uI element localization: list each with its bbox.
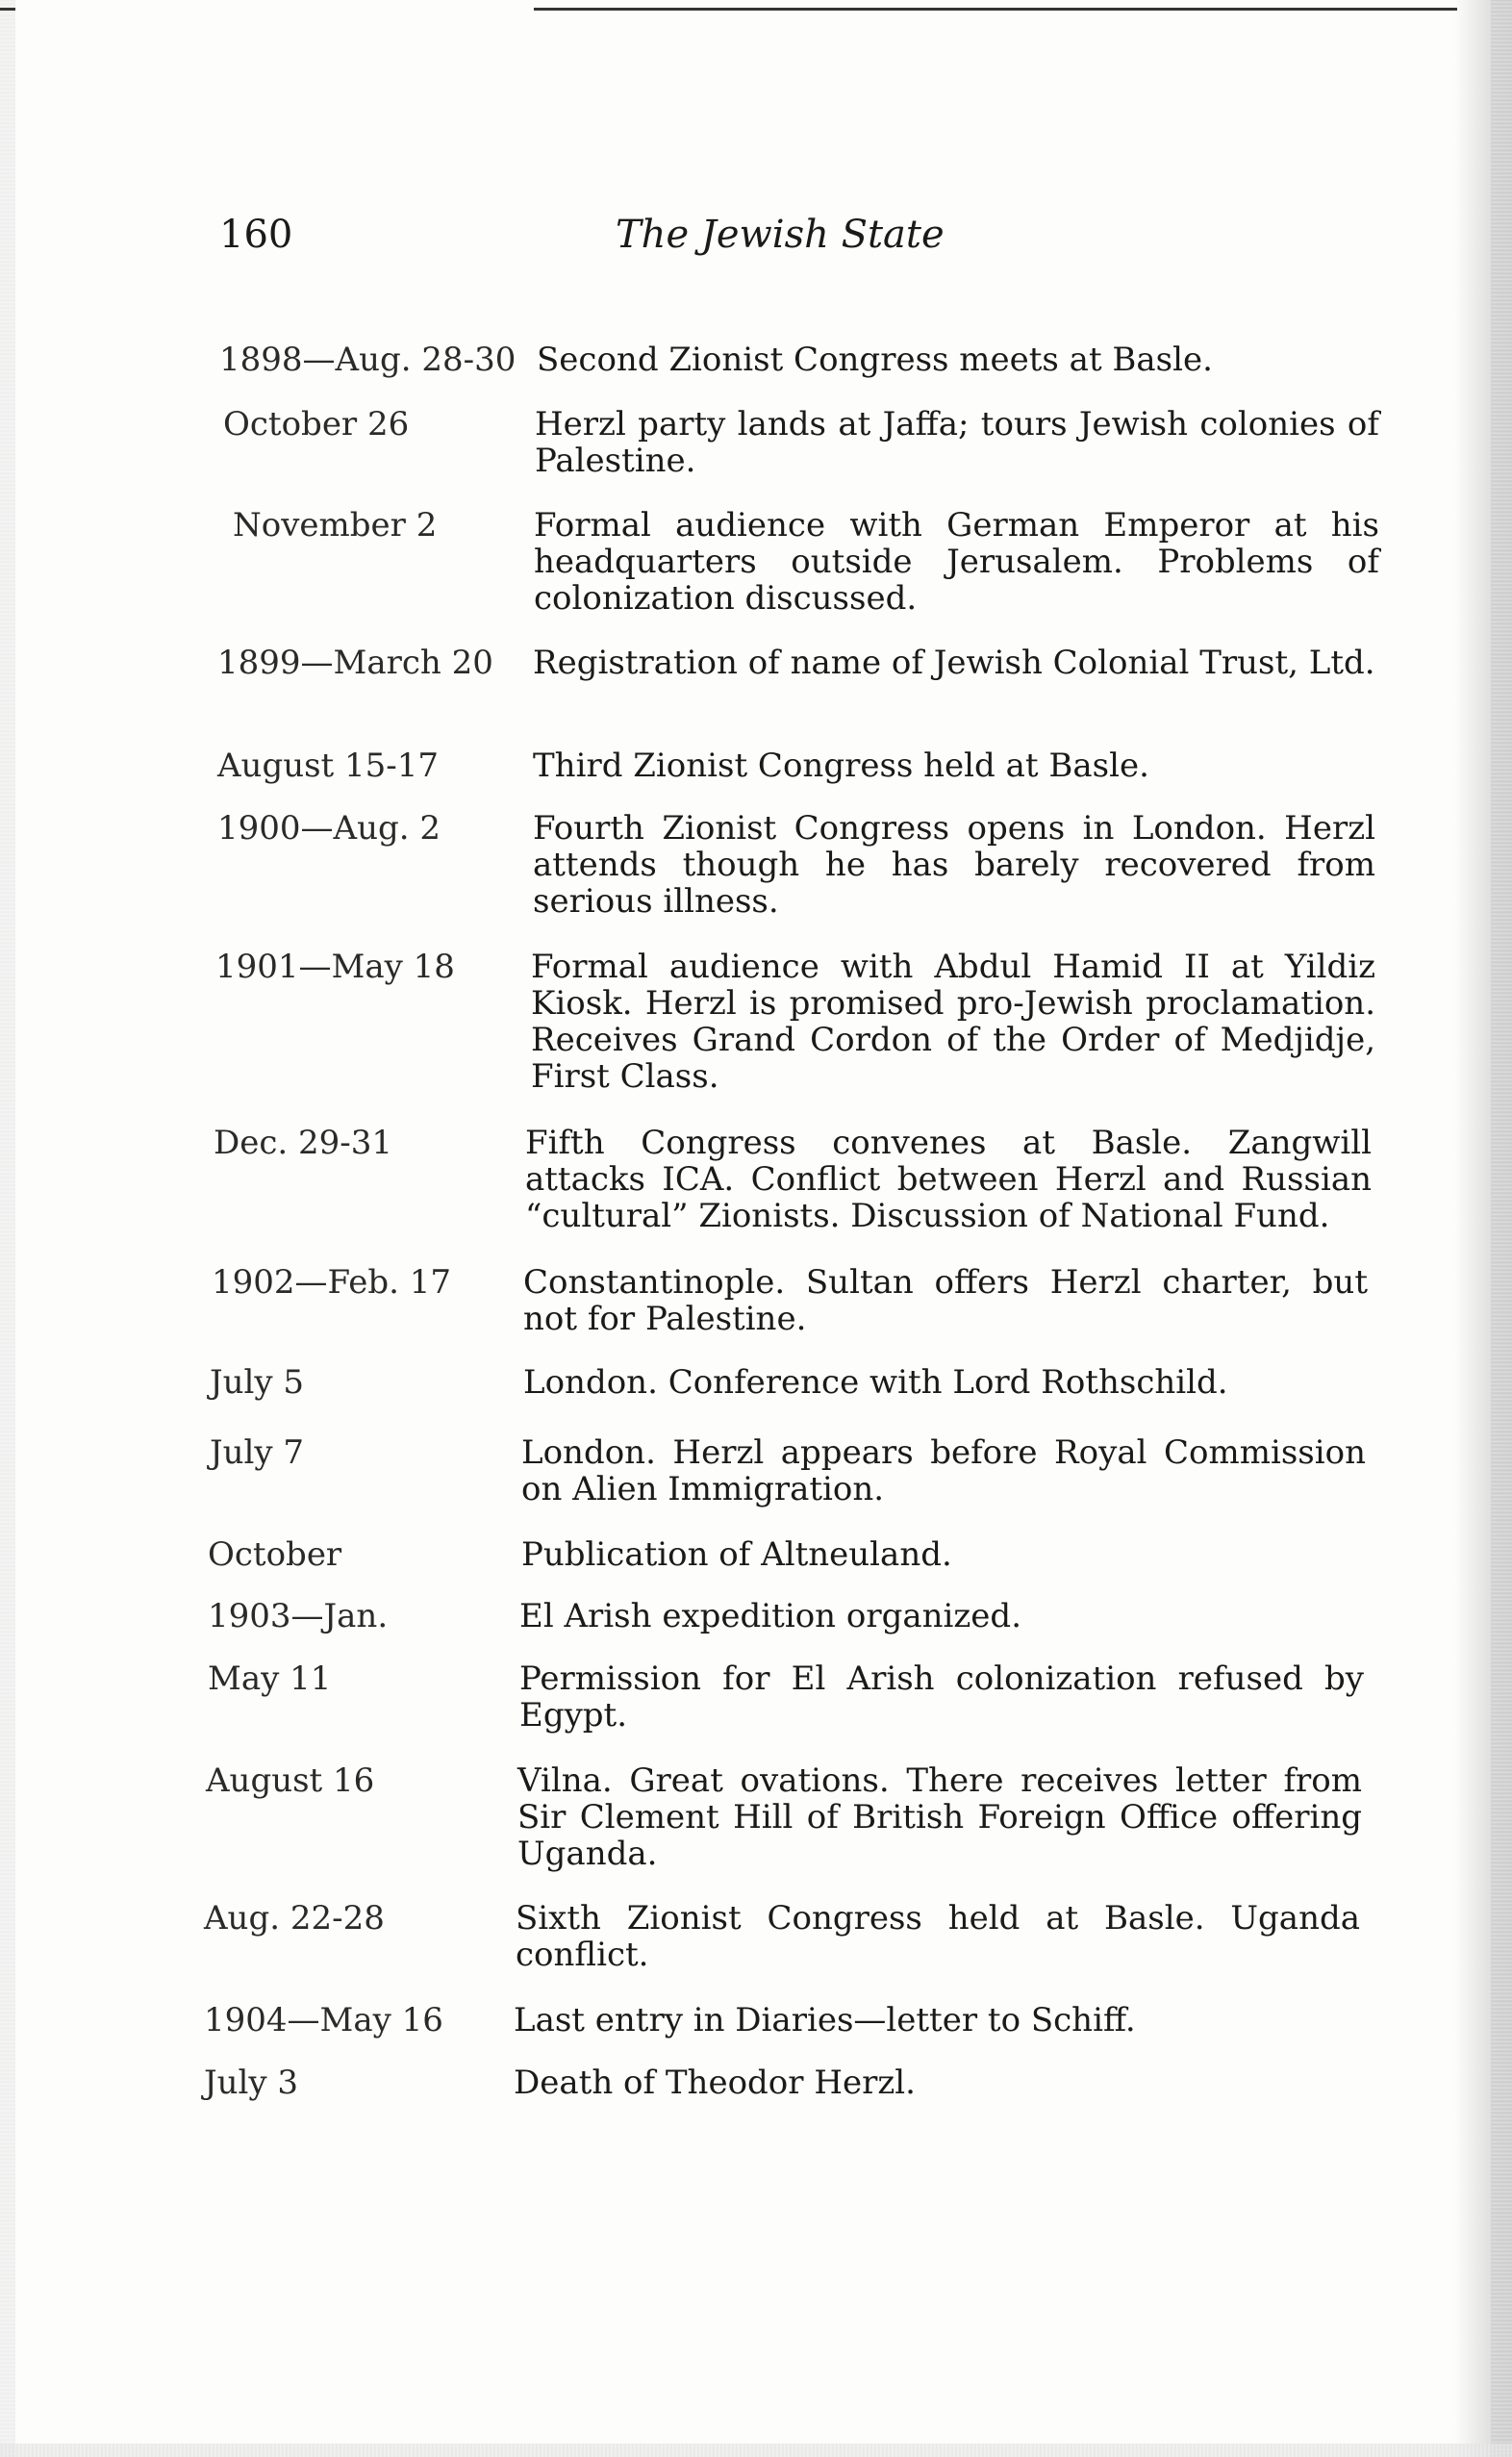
entry-text: Vilna. Great ovations. There receives letter from Sir Clement Hill of British Foreign Office offering Uganda.: [517, 1761, 1362, 1873]
entry-date: May 11: [208, 1659, 332, 1698]
entry-date: August 16: [206, 1761, 375, 1800]
entry-date: November 2: [233, 506, 438, 545]
entry-date: July 5: [210, 1363, 305, 1402]
entry-text: Sixth Zionist Congress held at Basle. Uganda conflict.: [516, 1899, 1360, 1974]
entry-date: July 7: [210, 1433, 305, 1472]
entry-text: Herzl party lands at Jaffa; tours Jewish colonies of Palestine.: [535, 405, 1379, 480]
entry-date: Aug. 22-28: [204, 1899, 385, 1938]
entry-text: London. Herzl appears before Royal Commission on Alien Immigration.: [521, 1433, 1366, 1508]
entry-date: 1901—May 18: [215, 948, 455, 986]
entry-text: El Arish expedition organized.: [519, 1597, 1022, 1635]
entry-text: London. Conference with Lord Rothschild.: [523, 1363, 1228, 1402]
entry-date: 1903—Jan.: [208, 1597, 389, 1635]
entry-date: October 26: [223, 405, 410, 443]
entry-text: Second Zionist Congress meets at Basle.: [537, 341, 1213, 379]
entry-date: 1899—March 20: [217, 644, 493, 682]
entry-date: July 3: [204, 2064, 299, 2102]
running-title: The Jewish State: [616, 213, 945, 257]
entry-date: 1900—Aug. 2: [217, 809, 441, 848]
entry-date: 1902—Feb. 17: [212, 1263, 452, 1302]
entry-text: Constantinople. Sultan offers Herzl charter, but not for Palestine.: [523, 1263, 1368, 1338]
entry-date: 1904—May 16: [204, 2001, 443, 2039]
entry-text: Death of Theodor Herzl.: [514, 2064, 916, 2102]
entry-text: Permission for El Arish colonization refused by Egypt.: [519, 1659, 1364, 1735]
entry-text: Third Zionist Congress held at Basle.: [533, 747, 1149, 785]
bottom-page-edge: [0, 2444, 1512, 2457]
entry-date: 1898—Aug. 28-30: [219, 341, 517, 379]
entry-text: Formal audience with German Emperor at his headquarters outside Jerusalem. Problems of colonization discussed.: [534, 506, 1379, 618]
page-edge: [1491, 0, 1512, 2457]
entry-text: Fifth Congress convenes at Basle. Zangwill attacks ICA. Conflict between Herzl and Russian “cultural” Zionists. Discussion of National Fund.: [525, 1124, 1372, 1235]
entry-text: Fourth Zionist Congress opens in London. Herzl attends though he has barely recovered from serious illness.: [533, 809, 1375, 921]
entry-text: Publication of Altneuland.: [521, 1535, 952, 1574]
entry-date: Dec. 29-31: [214, 1124, 393, 1162]
entry-date: August 15-17: [217, 747, 440, 785]
left-page-edge: [0, 0, 15, 2457]
corner-mark: [0, 8, 15, 11]
entry-text: Registration of name of Jewish Colonial Trust, Ltd.: [533, 644, 1375, 682]
page-number: 160: [219, 213, 293, 257]
entry-text: Formal audience with Abdul Hamid II at Yildiz Kiosk. Herzl is promised pro-Jewish proclamation. Receives Grand Cordon of the Order of Medjidje, First Class.: [531, 948, 1375, 1096]
entry-date: October: [208, 1535, 342, 1574]
entry-text: Last entry in Diaries—letter to Schiff.: [514, 2001, 1136, 2039]
top-edge-rule: [534, 8, 1457, 11]
